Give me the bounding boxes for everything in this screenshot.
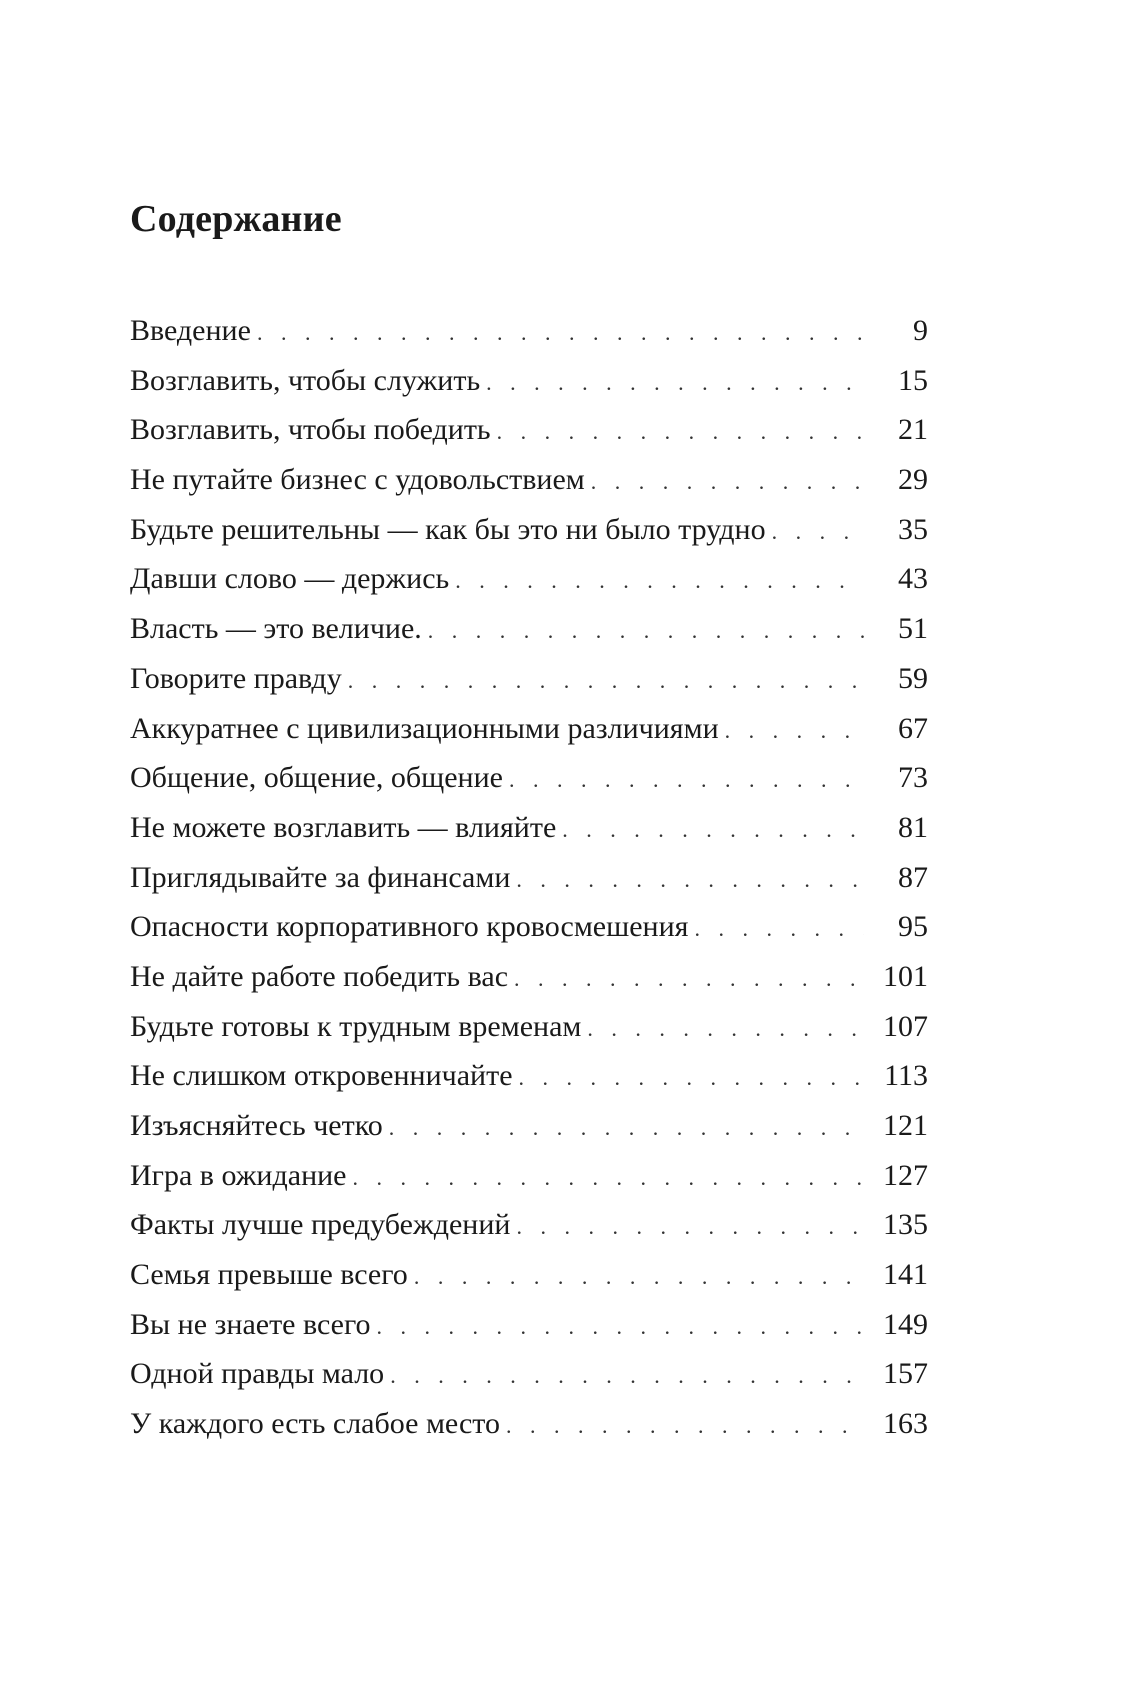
toc-entry-page-number: 157 (883, 1357, 928, 1391)
toc-title: Содержание (130, 198, 342, 240)
toc-entry-title: Семья превыше всего (130, 1258, 408, 1292)
toc-entry-title: Будьте готовы к трудным временам (130, 1009, 582, 1043)
toc-entry (130, 1250, 928, 1300)
toc-entry-page-number: 149 (883, 1307, 928, 1341)
toc-entry-title: Не дайте работе победить вас (130, 959, 509, 993)
dot-leader (455, 556, 864, 606)
toc-entry-title: Не путайте бизнес с удовольствием (130, 463, 585, 497)
toc-entry-title: У каждого есть слабое место (130, 1407, 501, 1441)
toc-entry-page-number: 73 (898, 761, 928, 795)
toc-entry-title: Возглавить, чтобы победить (130, 413, 491, 447)
toc-entry (130, 554, 928, 604)
toc-entry-page-number: 21 (898, 413, 928, 447)
toc-entry-page-number: 87 (898, 860, 928, 894)
toc-entry (130, 1051, 928, 1101)
toc-entry-page-number: 101 (883, 959, 928, 993)
toc-entry (130, 1101, 928, 1151)
toc-entry-page-number: 59 (898, 661, 928, 695)
toc-entry-title: Изъясняйтесь четко (130, 1109, 383, 1142)
toc-entry (130, 356, 928, 406)
toc-entry (130, 853, 928, 903)
toc-entry (130, 505, 928, 555)
toc-entry (130, 1200, 928, 1250)
toc-entry-title: Введение (130, 314, 251, 347)
toc-entry-title: Говорите правду (130, 661, 342, 695)
dot-leader (587, 1004, 864, 1054)
toc-entry-title: Возглавить, чтобы служить (130, 363, 481, 397)
toc-entry-page-number: 81 (898, 810, 928, 844)
toc-entry-title: Общение, общение, общение (130, 761, 503, 795)
toc-entry (130, 405, 928, 455)
toc-entry-page-number: 141 (883, 1258, 928, 1292)
toc-entry-title: Игра в ожидание (130, 1158, 347, 1192)
toc-entry (130, 1399, 928, 1449)
toc-entry-page-number: 29 (898, 463, 928, 497)
toc-entry-page-number: 127 (883, 1158, 928, 1192)
toc-entry-page-number: 121 (883, 1109, 928, 1142)
toc-entry-page-number: 67 (898, 711, 928, 745)
toc-entry-page-number: 35 (898, 512, 928, 546)
toc-entry (130, 306, 928, 356)
toc-entry (130, 902, 928, 952)
dot-leader (591, 457, 864, 507)
toc-entry (130, 1349, 928, 1399)
dot-leader (377, 1302, 864, 1352)
toc-entry-page-number: 15 (898, 363, 928, 397)
dot-leader (257, 308, 864, 358)
toc-entry-page-number: 135 (883, 1208, 928, 1242)
toc-entry (130, 803, 928, 853)
toc-entry (130, 753, 928, 803)
dot-leader (562, 805, 864, 855)
toc-entry-title: Вы не знаете всего (130, 1307, 371, 1341)
dot-leader (353, 1153, 865, 1203)
toc-entry-page-number: 9 (913, 314, 928, 347)
toc-entry-page-number: 113 (884, 1059, 928, 1093)
toc-entry (130, 1300, 928, 1350)
toc-entry (130, 952, 928, 1002)
toc-entry (130, 455, 928, 505)
toc-entry-page-number: 95 (898, 910, 928, 944)
toc-entry-title: Не можете возглавить — влияйте (130, 810, 557, 844)
dot-leader (428, 606, 864, 656)
dot-leader (348, 656, 864, 706)
toc-entry-title: Одной правды мало (130, 1357, 385, 1391)
toc-entry-page-number: 51 (898, 612, 928, 646)
dot-leader (725, 706, 864, 756)
toc-entry-title: Власть — это величие. (130, 612, 422, 646)
dot-leader (519, 1053, 864, 1103)
dot-leader (694, 904, 864, 954)
toc-entry-page-number: 107 (883, 1009, 928, 1043)
toc-entry-title: Будьте решительны — как бы это ни было трудно (130, 512, 766, 546)
dot-leader (772, 507, 864, 557)
dot-leader (509, 755, 864, 805)
dot-leader (514, 954, 864, 1004)
toc-entry (130, 1151, 928, 1201)
toc-entry (130, 654, 928, 704)
dot-leader (414, 1252, 864, 1302)
toc-entry-title: Факты лучше предубеждений (130, 1208, 511, 1242)
dot-leader (486, 358, 864, 408)
toc-list (130, 306, 928, 1449)
toc-entry-page-number: 163 (883, 1407, 928, 1441)
dot-leader (516, 855, 864, 905)
toc-entry (130, 1002, 928, 1052)
toc-entry-title: Опасности корпоративного кровосмешения (130, 910, 689, 944)
toc-entry-title: Не слишком откровенничайте (130, 1059, 513, 1093)
toc-entry-page-number: 43 (898, 562, 928, 596)
toc-entry (130, 604, 928, 654)
dot-leader (497, 407, 864, 457)
toc-entry (130, 704, 928, 754)
dot-leader (506, 1401, 864, 1451)
toc-entry-title: Давши слово — держись (130, 562, 450, 596)
dot-leader (389, 1103, 864, 1153)
toc-entry-title: Аккуратнее с цивилизационными различиями (130, 711, 719, 745)
dot-leader (516, 1202, 864, 1252)
dot-leader (390, 1351, 864, 1401)
toc-entry-title: Приглядывайте за финансами (130, 860, 511, 894)
